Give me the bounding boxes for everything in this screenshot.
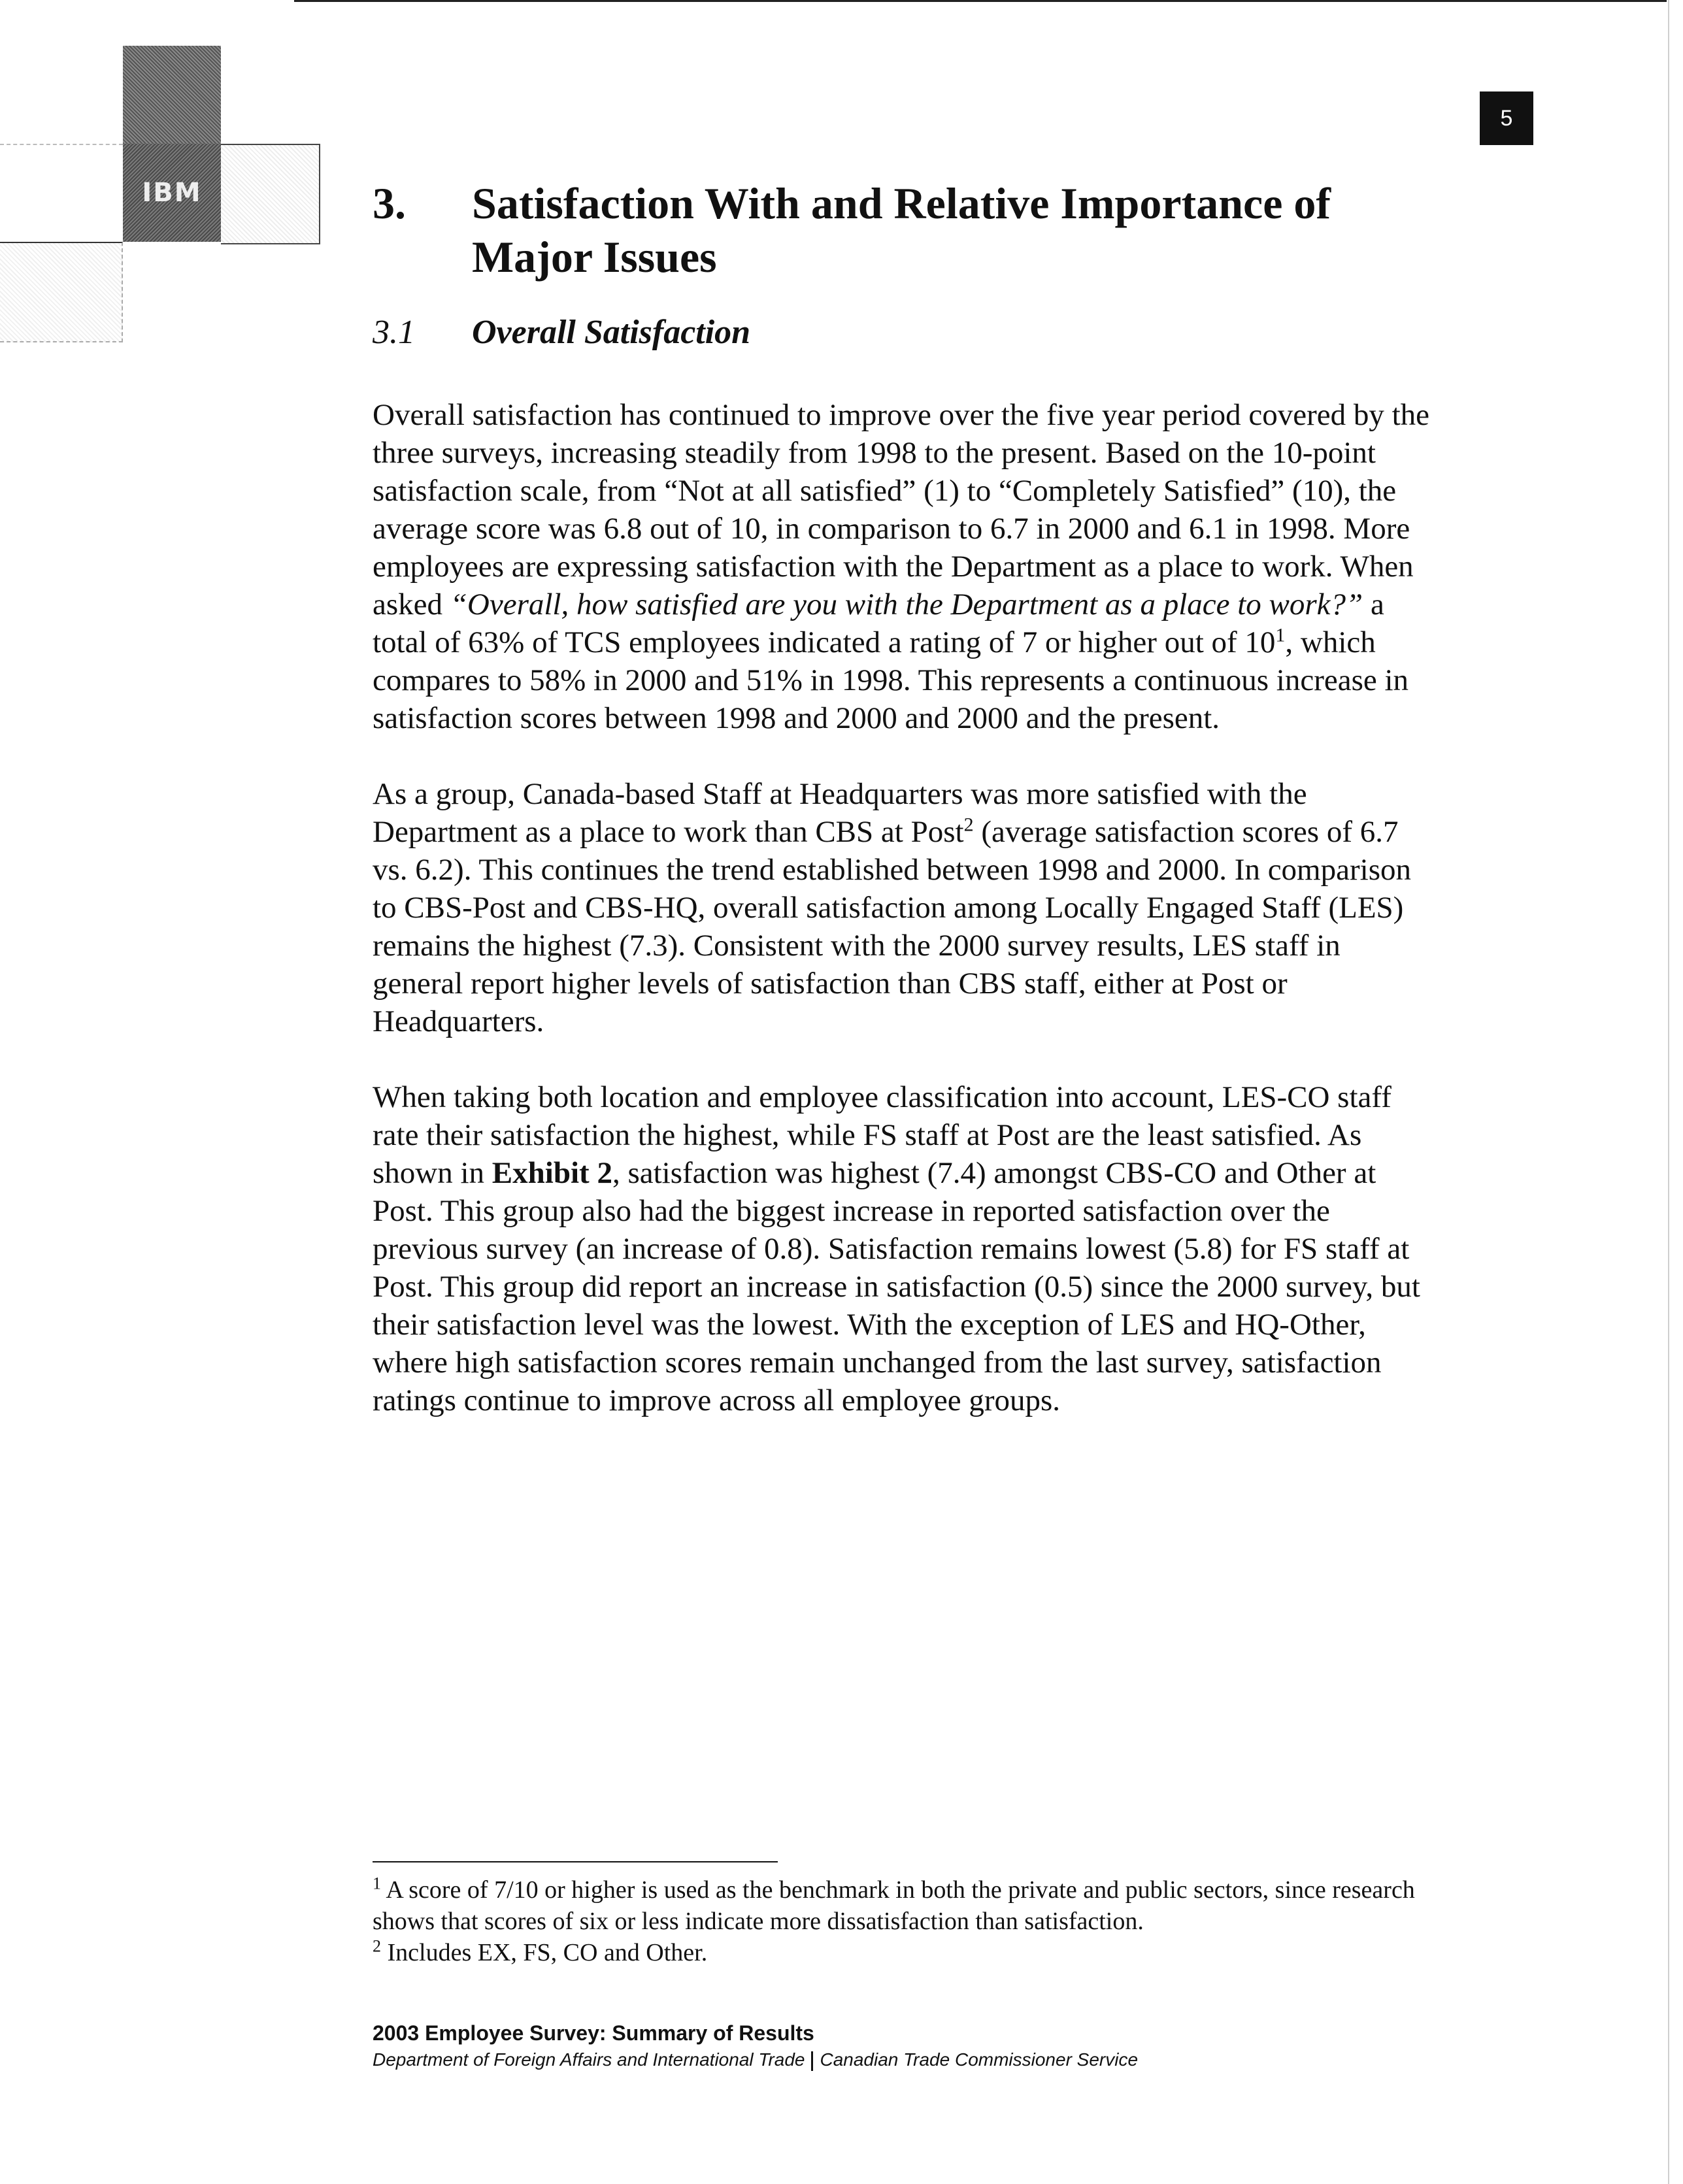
exhibit-reference: Exhibit 2 <box>492 1156 612 1190</box>
footer-dept: Department of Foreign Affairs and International Trade <box>373 2049 805 2070</box>
para1-text-c: , which compares to 58% in 2000 and 51% in 1998. This represents a continuous increase in satisfaction scores between 1998 and 2000 and 2000 and the present. <box>373 625 1409 735</box>
logo-dark-square <box>123 46 221 144</box>
subsection-heading <box>373 310 1431 356</box>
footer-subtitle <box>373 2047 1138 2073</box>
para1-quote: “Overall, how satisfied are you with the Department as a place to work?” <box>450 587 1363 621</box>
footnote-2 <box>373 1937 1451 1968</box>
footer-title: 2003 Employee Survey: Summary of Results <box>373 2021 814 2045</box>
para1-text-b: a total of 63% of TCS employees indicated a rating of 7 or higher out of 10 <box>373 587 1384 659</box>
logo-light-square <box>221 144 320 244</box>
paragraph-2 <box>373 775 1431 1040</box>
footnote-2-mark: 2 <box>373 1936 381 1956</box>
para2-text-b: (average satisfaction scores of 6.7 vs. 6.2). This continues the trend established between 1998 and 2000. In comparison to CBS-Post and CBS-HQ, overall satisfaction among Locally Engaged Staff (LES) remains the highest (7.3). Consistent with the 2000 survey results, LES staff in general report higher levels of satisfaction than CBS staff, either at Post or Headquarters. <box>373 815 1411 1038</box>
subsection-title: Overall Satisfaction <box>472 314 751 351</box>
right-edge-rule <box>1668 0 1669 2184</box>
footnote-1-text: A score of 7/10 or higher is used as the benchmark in both the private and public sectors, since research shows that scores of six or less indicate more dissatisfaction than satisfaction. <box>373 1876 1415 1935</box>
page-number: 5 <box>1500 105 1513 131</box>
ibm-logo-text: IBM <box>142 178 202 208</box>
logo-left-square <box>0 242 123 342</box>
footer-separator <box>811 2051 813 2071</box>
para1-text-a: Overall satisfaction has continued to improve over the five year period covered by the three surveys, increasing steadily from 1998 to the present. Based on the 10-point satisfaction scale, from “Not at all satisfied” (1) to “Completely Satisfied” (10), the average score was 6.8 out of 10, in comparison to 6.7 in 2000 and 6.1 in 1998. More employees are expressing satisfaction with the Department as a place to work. When asked <box>373 398 1430 621</box>
footnote-ref-2: 2 <box>963 814 974 836</box>
para3-text-a: When taking both location and employee classification into account, LES-CO staff rate their satisfaction the highest, while FS staff at Post are the least satisfied. As shown in <box>373 1080 1391 1190</box>
footnotes <box>373 1874 1451 1968</box>
para2-text-a: As a group, Canada-based Staff at Headquarters was more satisfied with the Department as a place to work than CBS at Post <box>373 777 1307 849</box>
ibm-logo-block <box>0 46 327 346</box>
para3-text-b: , satisfaction was highest (7.4) amongst CBS-CO and Other at Post. This group also had the biggest increase in reported satisfaction over the previous survey (an increase of 0.8). Satisfaction remains lowest (5.8) for FS staff at Post. This group did report an increase in satisfaction (0.5) since the 2000 survey, but their satisfaction level was the lowest. With the exception of LES and HQ-Other, where high satisfaction scores remain unchanged from the last survey, satisfaction ratings continue to improve across all employee groups. <box>373 1156 1420 1417</box>
main-content <box>373 176 1431 1419</box>
section-number: 3. <box>373 178 406 228</box>
footnote-1-mark: 1 <box>373 1874 381 1893</box>
section-heading <box>373 176 1431 284</box>
footnote-rule <box>373 1861 778 1862</box>
footer-service: Canadian Trade Commissioner Service <box>820 2049 1139 2070</box>
footnote-ref-1: 1 <box>1275 624 1286 646</box>
section-title: Satisfaction With and Relative Importance of Major Issues <box>472 178 1331 282</box>
page-number-badge <box>1480 91 1533 145</box>
footnote-2-text: Includes EX, FS, CO and Other. <box>381 1939 708 1966</box>
subsection-number: 3.1 <box>373 314 415 351</box>
paragraph-3 <box>373 1078 1431 1419</box>
footnote-1 <box>373 1874 1451 1937</box>
ibm-logo <box>123 144 221 242</box>
top-rule <box>294 0 1667 2</box>
paragraph-1 <box>373 396 1431 737</box>
logo-dashed-line <box>0 144 123 145</box>
page-footer <box>373 2019 1138 2073</box>
